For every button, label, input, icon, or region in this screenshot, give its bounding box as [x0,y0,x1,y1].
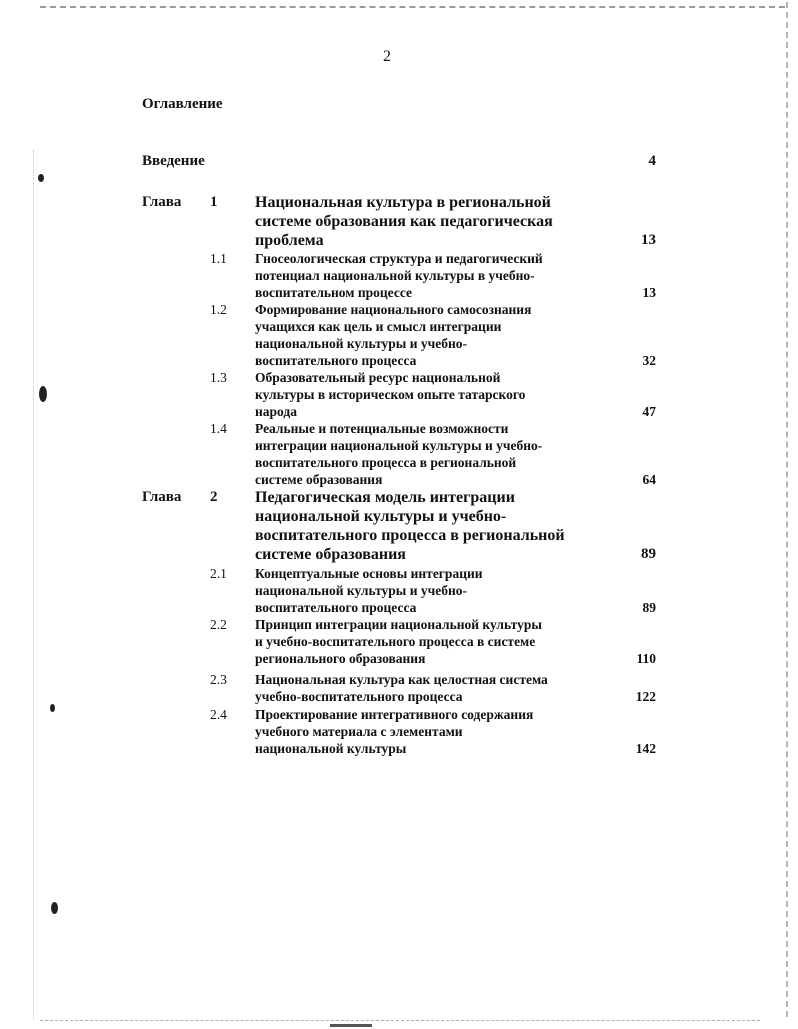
section-number: 1.3 [210,370,227,385]
toc-section[interactable] [142,565,656,616]
section-number: 1.2 [210,302,227,317]
section-page: 142 [635,741,656,756]
margin-mark [39,386,47,402]
section-page: 110 [636,651,656,666]
chapter-page: 13 [641,232,656,248]
toc-section[interactable] [142,301,656,369]
intro-label: Введение [142,153,205,169]
margin-mark [51,902,58,914]
intro-page: 4 [648,153,656,169]
toc-intro-row[interactable] [142,153,656,170]
toc-title: Оглавление [142,96,223,112]
section-title: Реальные и потенциальные возможности интеграции национальной культуры и учебно- воспитательного процесса в региональной системе образования [255,421,543,487]
toc-section[interactable] [142,671,656,705]
toc-section[interactable] [142,706,656,757]
section-number: 2.1 [210,566,227,581]
scan-edge-left [33,150,34,1020]
toc-section[interactable] [142,250,656,301]
section-number: 1.1 [210,251,227,266]
scan-edge-top [40,6,785,8]
toc-chapter[interactable] [142,488,656,564]
section-page: 47 [642,404,656,419]
section-number: 2.3 [210,672,227,687]
section-page: 64 [642,472,656,487]
section-page: 122 [635,689,656,704]
chapter-page: 89 [641,546,656,562]
section-number: 2.2 [210,617,227,632]
section-title: Проектирование интегративного содержания учебного материала с элементами национальной культуры [255,707,534,756]
section-title: Национальная культура как целостная система учебно-воспитательного процесса [255,672,548,704]
scan-edge-bottom [40,1020,760,1021]
section-number: 2.4 [210,707,227,722]
section-title: Гносеологическая структура и педагогический потенциал национальной культуры в учебно- воспитательном процессе [255,251,543,300]
chapter-title: Педагогическая модель интеграции национальной культуры и учебно- воспитательного процесса в региональной системе образования [255,489,565,563]
toc-chapter[interactable] [142,193,656,250]
scan-bar [330,1024,372,1027]
toc-section[interactable] [142,420,656,488]
page-number: 2 [383,48,391,65]
section-number: 1.4 [210,421,227,436]
margin-mark [38,174,44,182]
chapter-label: Глава [142,489,182,505]
chapter-number: 1 [210,194,218,210]
toc-section[interactable] [142,369,656,420]
chapter-number: 2 [210,489,218,505]
margin-mark [50,704,55,712]
section-page: 89 [642,600,656,615]
section-title: Образовательный ресурс национальной культуры в историческом опыте татарского народа [255,370,526,419]
section-title: Формирование национального самосознания учащихся как цель и смысл интеграции национальной культуры и учебно- воспитательного процесса [255,302,532,368]
section-title: Концептуальные основы интеграции национальной культуры и учебно- воспитательного процесса [255,566,483,615]
section-title: Принцип интеграции национальной культуры и учебно-воспитательного процесса в системе регионального образования [255,617,542,666]
chapter-label: Глава [142,194,182,210]
section-page: 32 [642,353,656,368]
section-page: 13 [642,285,656,300]
toc-section[interactable] [142,616,656,667]
chapter-title: Национальная культура в региональной системе образования как педагогическая проблема [255,194,553,249]
scan-edge-right [786,2,788,1017]
